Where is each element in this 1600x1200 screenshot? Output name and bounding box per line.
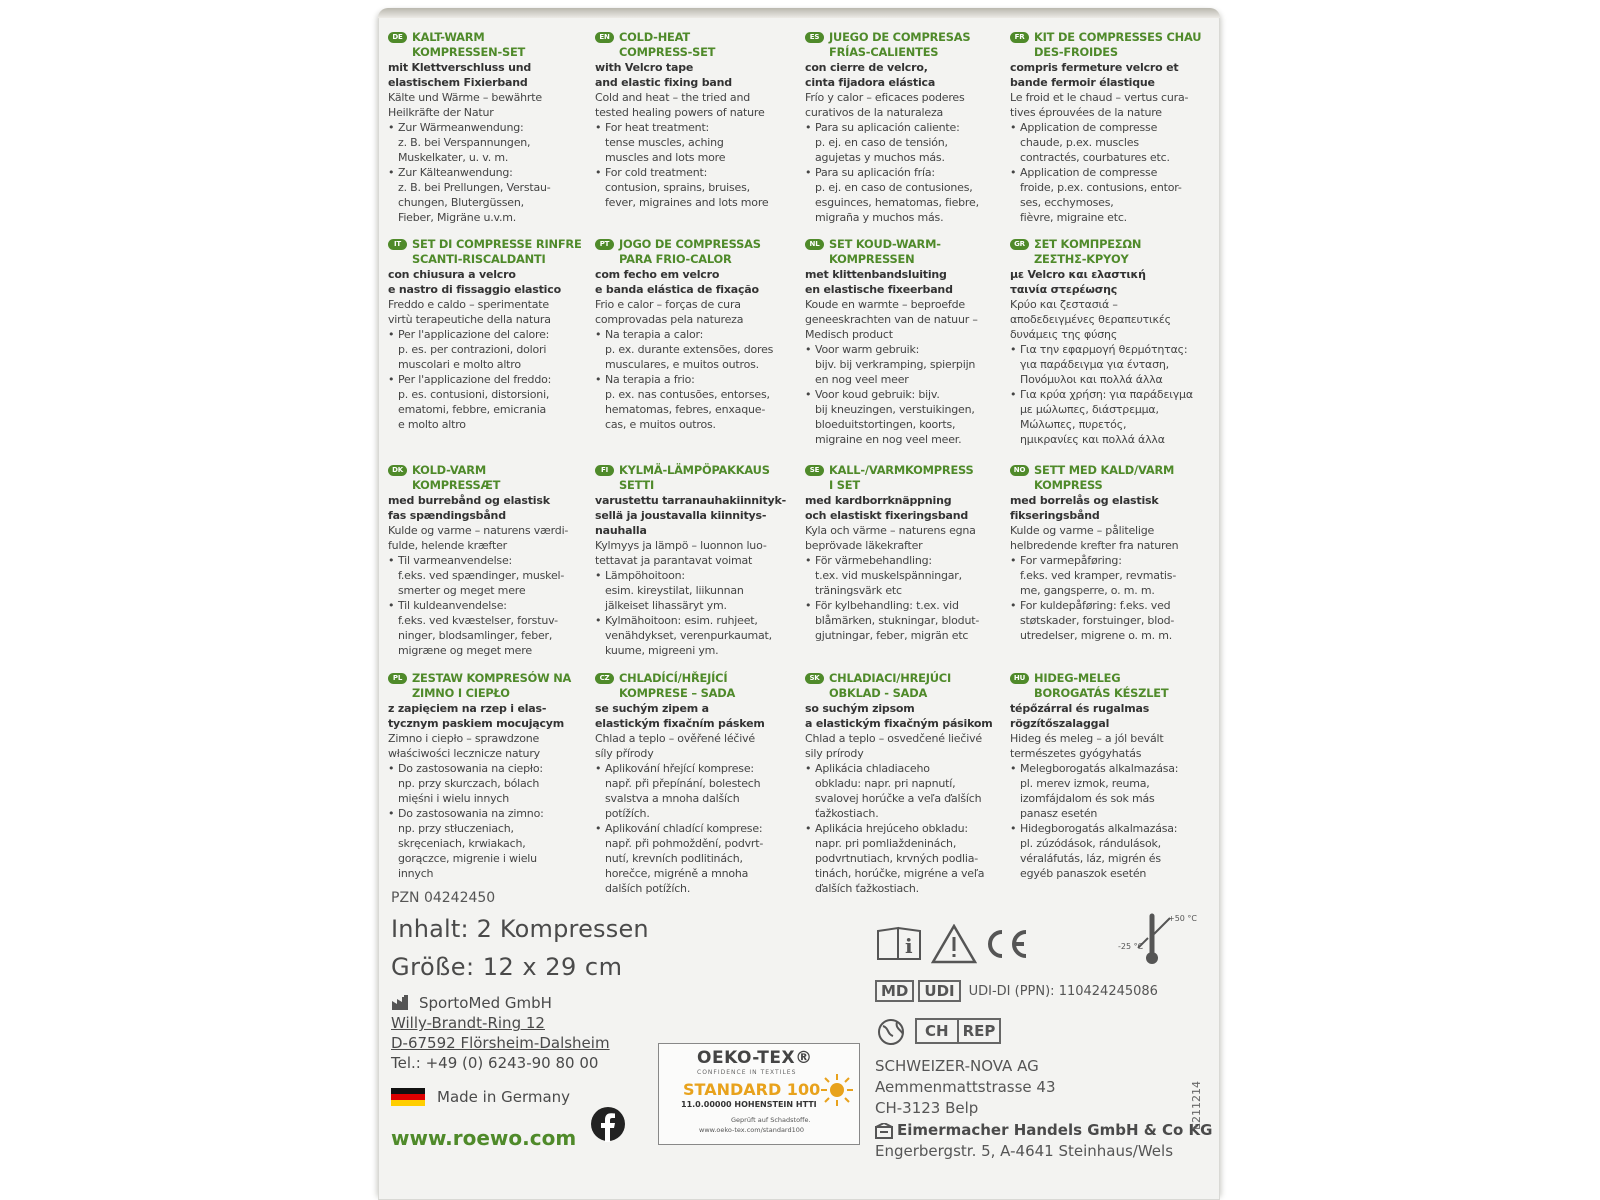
section-title-text: ZESTAW KOMPRESÓW NA ZIMNO I CIEPŁO	[412, 671, 572, 700]
bullet-item	[805, 553, 1001, 598]
bullet-text: Aplikácia chladiaceho obkladu: napr. pri napnutí, svalovej horúčke a veľa ďalších ťažkostiach.	[815, 762, 982, 820]
bullet-dot-icon: •	[595, 328, 602, 341]
bullet-item	[1010, 761, 1206, 821]
section-dk	[388, 463, 584, 658]
section-de	[388, 30, 584, 225]
bullet-dot-icon: •	[1010, 343, 1017, 356]
section-fi	[595, 463, 791, 658]
bullet-text: Til varmeanvendelse: f.eks. ved spændinger, muskel- smerter og meget mere	[398, 554, 565, 597]
temperature-limit-icon	[1118, 912, 1198, 972]
section-en	[595, 30, 791, 210]
language-code-badge: CZ	[595, 673, 614, 684]
bullet-dot-icon: •	[595, 569, 602, 582]
bullet-item	[805, 342, 1001, 387]
bullet-item	[805, 120, 1001, 165]
bullet-dot-icon: •	[388, 166, 395, 179]
bullet-dot-icon: •	[595, 166, 602, 179]
bullet-text: Na terapia a frio: p. ex. nas contusões, entorses, hematomas, febres, enxaque- cas, e muitos outros.	[605, 373, 770, 431]
section-title-text: KALL-/VARMKOMPRESS I SET	[829, 463, 974, 492]
section-title-text: CHLADIACI/HREJÚCI OBKLAD - SADA	[829, 671, 952, 700]
ch-rep-name: SCHWEIZER-NOVA AG	[875, 1057, 1039, 1075]
section-subtitle: with Velcro tape and elastic fixing band	[595, 61, 732, 89]
bullet-dot-icon: •	[805, 343, 812, 356]
bullet-dot-icon: •	[595, 373, 602, 386]
section-fr	[1010, 30, 1206, 225]
udi-badge: UDI	[918, 980, 960, 1002]
bullet-text: Do zastosowania na zimno: np. przy stłuczeniach, skręceniach, krwiakach, gorączce, migrenie i wielu innych	[398, 807, 544, 880]
section-subtitle: varustettu tarranauhakiinnityk- sellä ja joustavalla kiinnitys- nauhalla	[595, 494, 786, 537]
manufacturer-icon	[391, 995, 413, 1011]
temp-min: -25 °C	[1118, 942, 1144, 951]
section-title-text: KOLD-VARM KOMPRESSÆT	[412, 463, 501, 492]
manufacturer-block	[391, 993, 610, 1073]
bullet-text: För kylbehandling: t.ex. vid blåmärken, stukningar, blodut- gjutningar, feber, migrän etc	[815, 599, 980, 642]
language-code-badge: DK	[388, 465, 407, 476]
bullet-dot-icon: •	[388, 121, 395, 134]
section-sk	[805, 671, 1001, 896]
bullet-dot-icon: •	[388, 373, 395, 386]
section-title	[1010, 237, 1206, 267]
ce-mark-icon	[981, 926, 1031, 962]
language-code-badge: PT	[595, 239, 614, 250]
bullet-dot-icon: •	[388, 599, 395, 612]
german-flag-icon	[391, 1088, 425, 1106]
section-intro: Kulde og varme – pålitelige helbredende krefter fra naturen	[1010, 524, 1179, 552]
language-code-badge: HU	[1010, 673, 1029, 684]
oeko-tex-label	[658, 1043, 860, 1145]
bullet-dot-icon: •	[805, 762, 812, 775]
section-title	[388, 463, 584, 493]
language-code-badge: NL	[805, 239, 824, 250]
section-title	[805, 463, 1001, 493]
section-subtitle: z zapięciem na rzep i elas- tycznym paskiem mocującym	[388, 702, 565, 730]
bullet-item	[595, 568, 791, 613]
bullet-text: Για την εφαρμογή θερμότητας: για παράδειγμα για ένταση, Πονόμυλοι και πολλά άλλα	[1020, 343, 1188, 386]
section-intro: Κρύο και ζεστασιά – αποδεδειγμένες θεραπευτικές δυνάμεις της φύσης	[1010, 298, 1171, 341]
section-hu	[1010, 671, 1206, 881]
bullet-text: Melegborogatás alkalmazása: pl. merev izmok, reuma, izomfájdalom és sok más panasz esetén	[1020, 762, 1179, 820]
bullet-text: Voor warm gebruik: bijv. bij verkramping, spierpijn en nog veel meer	[815, 343, 976, 386]
section-pt	[595, 237, 791, 432]
bullet-text: Para su aplicación fría: p. ej. en caso de contusiones, esguinces, hematomas, fiebre, migraña y muchos más.	[815, 166, 979, 224]
made-in-label: Made in Germany	[437, 1088, 571, 1106]
section-subtitle: mit Klettverschluss und elastischem Fixierband	[388, 61, 532, 89]
section-subtitle: tépőzárral és rugalmas rögzítőszalaggal	[1010, 702, 1150, 730]
oeko-title: OEKO-TEX®	[697, 1048, 813, 1068]
lot-code: E211214	[1190, 1081, 1203, 1130]
importer-address: Engerbergstr. 5, A-4641 Steinhaus/Wels	[875, 1142, 1174, 1160]
section-subtitle: με Velcro και ελαστική ταινία στερέωσης	[1010, 268, 1146, 296]
section-title	[595, 237, 791, 267]
temp-max: +50 °C	[1168, 914, 1198, 923]
section-intro: Le froid et le chaud – vertus cura- tives éprouvées de la nature	[1010, 91, 1189, 119]
section-intro: Freddo e caldo – sperimentate virtù terapeutiche della natura	[388, 298, 551, 326]
bullet-dot-icon: •	[805, 166, 812, 179]
section-intro: Cold and heat – the tried and tested healing powers of nature	[595, 91, 765, 119]
bullet-item	[388, 120, 584, 165]
bullet-text: Zur Wärmeanwendung: z. B. bei Verspannungen, Muskelkater, u. v. m.	[398, 121, 531, 164]
bullet-text: Voor koud gebruik: bijv. bij kneuzingen, verstuikingen, bloeduitstortingen, koorts, migraine en nog veel meer.	[815, 388, 975, 446]
bullet-text: Lämpöhoitoon: esim. kireystilat, liikunnan jälkeiset lihassäryt ym.	[605, 569, 744, 612]
bullet-item	[388, 165, 584, 225]
bullet-item	[1010, 598, 1206, 643]
bullet-item	[805, 598, 1001, 643]
section-intro: Kyla och värme – naturens egna beprövade läkekrafter	[805, 524, 976, 552]
manufacturer-street: Willy-Brandt-Ring 12	[391, 1014, 545, 1032]
section-subtitle: compris fermeture velcro et bande fermoir élastique	[1010, 61, 1179, 89]
section-gr	[1010, 237, 1206, 447]
bullet-text: For kuldepåføring: f.eks. ved støtskader, forstuinger, blod- utredelser, migrene o. m. m.	[1020, 599, 1175, 642]
bullet-dot-icon: •	[1010, 166, 1017, 179]
bullet-text: Application de compresse froide, p.ex. contusions, entor- ses, ecchymoses, fièvre, migraine etc.	[1020, 166, 1182, 224]
bullet-item	[805, 165, 1001, 225]
section-subtitle: met klittenbandsluiting en elastische fixeerband	[805, 268, 953, 296]
bullet-dot-icon: •	[805, 121, 812, 134]
svg-text:i: i	[905, 934, 913, 958]
ch-badge: CH	[917, 1020, 959, 1042]
language-code-badge: DE	[388, 32, 407, 43]
instructions-icon	[875, 926, 923, 962]
bullet-item	[1010, 821, 1206, 881]
oeko-tested: Geprüft auf Schadstoffe.	[731, 1116, 811, 1124]
bullet-item	[595, 372, 791, 432]
bullet-dot-icon: •	[388, 554, 395, 567]
bullet-item	[1010, 553, 1206, 598]
bullet-item	[388, 761, 584, 806]
language-code-badge: NO	[1010, 465, 1029, 476]
bullet-text: For heat treatment: tense muscles, aching muscles and lots more	[605, 121, 726, 164]
section-title-text: JUEGO DE COMPRESAS FRÍAS-CALIENTES	[829, 30, 971, 59]
section-intro: Zimno i ciepło – sprawdzone właściwości lecznicze natury	[388, 732, 540, 760]
section-title	[805, 30, 1001, 60]
section-intro: Kälte und Wärme – bewährte Heilkräfte der Natur	[388, 91, 542, 119]
section-title	[388, 671, 584, 701]
bullet-text: Per l'applicazione del calore: p. es. per contrazioni, dolori muscolari e molto altro	[398, 328, 550, 371]
bullet-dot-icon: •	[1010, 599, 1017, 612]
section-pl	[388, 671, 584, 881]
bullet-item	[388, 806, 584, 881]
section-intro: Chlad a teplo – ověřené léčivé síly přírody	[595, 732, 756, 760]
section-cz	[595, 671, 791, 896]
manufacturer-name: SportoMed GmbH	[419, 994, 552, 1012]
section-se	[805, 463, 1001, 643]
section-title-text: KYLMÄ-LÄMPÖPAKKAUS SETTI	[619, 463, 770, 492]
bullet-item	[1010, 342, 1206, 387]
language-code-badge: PL	[388, 673, 407, 684]
section-subtitle: so suchým zipsom a elastickým fixačným pásikom	[805, 702, 993, 730]
section-intro: Chlad a teplo – osvedčené liečivé sily prírody	[805, 732, 982, 760]
bullet-text: Til kuldeanvendelse: f.eks. ved kvæstelser, forstuv- ninger, blodsamlinger, feber, migræne og meget mere	[398, 599, 558, 657]
language-code-badge: IT	[388, 239, 407, 250]
website-link[interactable]: www.roewo.com	[391, 1126, 577, 1150]
caution-icon	[931, 924, 977, 964]
udi-number: UDI-DI (PPN): 110424245086	[968, 983, 1158, 999]
section-title	[805, 237, 1001, 267]
bullet-dot-icon: •	[388, 807, 395, 820]
bullet-dot-icon: •	[1010, 121, 1017, 134]
bullet-text: Application de compresse chaude, p.ex. muscles contractés, courbatures etc.	[1020, 121, 1170, 164]
bullet-text: Para su aplicación caliente: p. ej. en caso de tensión, agujetas y muchos más.	[815, 121, 960, 164]
section-subtitle: med kardborrknäppning och elastiskt fixeringsband	[805, 494, 969, 522]
bullet-item	[388, 327, 584, 372]
section-nl	[805, 237, 1001, 447]
section-it	[388, 237, 584, 432]
section-title-text: HIDEG-MELEG BOROGATÁS KÉSZLET	[1034, 671, 1169, 700]
bullet-text: Zur Kälteanwendung: z. B. bei Prellungen, Verstau- chungen, Blutergüssen, Fieber, Migräne u.v.m.	[398, 166, 551, 224]
section-title	[595, 30, 791, 60]
ch-rep-row	[875, 1016, 1001, 1046]
bullet-dot-icon: •	[388, 762, 395, 775]
section-subtitle: con chiusura a velcro e nastro di fissaggio elastico	[388, 268, 561, 296]
bullet-item	[1010, 387, 1206, 447]
section-title-text: CHLADÍCÍ/HŘEJÍCÍ KOMPRESE – SADA	[619, 671, 736, 700]
section-subtitle: con cierre de velcro, cinta fijadora elástica	[805, 61, 936, 89]
bullet-text: For cold treatment: contusion, sprains, bruises, fever, migraines and lots more	[605, 166, 769, 209]
section-intro: Hideg és meleg – a jól bevált természetes gyógyhatás	[1010, 732, 1164, 760]
content-amount: Inhalt: 2 Kompressen	[391, 915, 649, 943]
manufacturer-city: D-67592 Flörsheim-Dalsheim	[391, 1034, 610, 1052]
ch-rep-city: CH-3123 Belp	[875, 1099, 979, 1117]
bullet-item	[595, 165, 791, 210]
section-title-text: ΣΕΤ ΚΟΜΠΡΕΣΩΝ ΖΕΣΤΗΣ-ΚΡΥΟΥ	[1034, 237, 1142, 266]
bullet-text: Per l'applicazione del freddo: p. es. contusioni, distorsioni, ematomi, febbre, emicrania e molto altro	[398, 373, 552, 431]
bullet-item	[595, 327, 791, 372]
bullet-text: Na terapia a calor: p. ex. durante extensões, dores musculares, e muitos outros.	[605, 328, 774, 371]
bullet-dot-icon: •	[388, 328, 395, 341]
language-code-badge: ES	[805, 32, 824, 43]
section-subtitle: med burrebånd og elastisk fas spændingsbånd	[388, 494, 550, 522]
bullet-item	[595, 821, 791, 896]
bullet-item	[805, 387, 1001, 447]
section-title-text: KIT DE COMPRESSES CHAU DES-FROIDES	[1034, 30, 1202, 59]
importer-name: Eimermacher Handels GmbH & Co KG	[897, 1121, 1213, 1139]
bullet-text: Kylmähoitoon: esim. ruhjeet, venähdykset, verenpurkaumat, kuume, migreeni ym.	[605, 614, 772, 657]
section-title	[1010, 30, 1206, 60]
oeko-url: www.oeko-tex.com/standard100	[699, 1126, 805, 1134]
section-intro: Frio e calor – forças de cura comprovadas pela natureza	[595, 298, 744, 326]
bullet-text: For varmepåføring: f.eks. ved kramper, revmatis- me, gangsperre, o. m. m.	[1020, 554, 1177, 597]
globe-icon	[875, 1016, 909, 1046]
bullet-dot-icon: •	[595, 762, 602, 775]
oeko-standard: STANDARD 100	[683, 1080, 821, 1099]
bullet-dot-icon: •	[595, 121, 602, 134]
section-title-text: JOGO DE COMPRESSAS PARA FRIO-CALOR	[619, 237, 761, 266]
md-badge: MD	[875, 980, 914, 1002]
bullet-dot-icon: •	[595, 822, 602, 835]
bullet-item	[388, 553, 584, 598]
bullet-dot-icon: •	[1010, 762, 1017, 775]
section-title-text: SET DI COMPRESSE RINFRE SCANTI-RISCALDANTI	[412, 237, 582, 266]
bullet-item	[805, 821, 1001, 896]
manufacturer-phone: Tel.: +49 (0) 6243-90 80 00	[391, 1054, 599, 1072]
section-title	[388, 237, 584, 267]
bullet-text: För värmebehandling: t.ex. vid muskelspänningar, träningsvärk etc	[815, 554, 962, 597]
section-title-text: KALT-WARM KOMPRESSEN-SET	[412, 30, 526, 59]
language-code-badge: GR	[1010, 239, 1029, 250]
section-subtitle: com fecho em velcro e banda elástica de fixação	[595, 268, 759, 296]
bullet-item	[595, 761, 791, 821]
section-intro: Kylmyys ja lämpö – luonnon luo- tettavat ja parantavat voimat	[595, 539, 767, 567]
bullet-item	[1010, 120, 1206, 165]
udi-row	[875, 980, 1158, 1002]
section-subtitle: med borrelås og elastisk fikseringsbånd	[1010, 494, 1159, 522]
language-code-badge: SK	[805, 673, 824, 684]
bullet-text: Aplikování hřející komprese: např. při přepínání, bolestech svalstva a mnoha dalších potížích.	[605, 762, 761, 820]
bullet-dot-icon: •	[805, 388, 812, 401]
product-size: Größe: 12 x 29 cm	[391, 953, 623, 981]
language-code-badge: EN	[595, 32, 614, 43]
rep-badge: REP	[962, 1022, 996, 1040]
made-in	[391, 1088, 570, 1106]
section-intro: Frío y calor – eficaces poderes curativos de la naturaleza	[805, 91, 965, 119]
bullet-dot-icon: •	[1010, 388, 1017, 401]
bullet-item	[1010, 165, 1206, 225]
bullet-text: Για κρύα χρήση: για παράδειγμα με μώλωπες, διάστρεμμα, Μώλωπες, πυρετός, ημικρανίες και πολλά άλλα	[1020, 388, 1193, 446]
bullet-dot-icon: •	[805, 554, 812, 567]
language-code-badge: FI	[595, 465, 614, 476]
ch-rep-street: Aemmenmattstrasse 43	[875, 1078, 1056, 1096]
oeko-confidence: CONFIDENCE IN TEXTILES	[697, 1069, 797, 1076]
language-code-badge: FR	[1010, 32, 1029, 43]
bullet-text: Aplikácia hrejúceho obkladu: napr. pri pomliaždeninách, podvrtnutiach, krvných podlia- tinách, horúčke, migréne a veľa ďalších ťažkostiach.	[815, 822, 985, 895]
oeko-sun-icon	[819, 1072, 855, 1108]
section-no	[1010, 463, 1206, 643]
section-title	[388, 30, 584, 60]
bullet-text: Aplikování chladící komprese: např. při pohmoždění, podvrt- nutí, krevních podlitinách, horečce, migréně a mnoha dalších potížích.	[605, 822, 764, 895]
oeko-number: 11.0.00000 HOHENSTEIN HTTI	[681, 1100, 817, 1109]
section-title-text: SET KOUD-WARM- KOMPRESSEN	[829, 237, 941, 266]
section-title-text: COLD-HEAT COMPRESS-SET	[619, 30, 716, 59]
importer-block	[875, 1120, 1213, 1162]
bullet-dot-icon: •	[805, 599, 812, 612]
ch-representative	[875, 1056, 1056, 1119]
section-es	[805, 30, 1001, 225]
language-code-badge: SE	[805, 465, 824, 476]
facebook-icon[interactable]	[590, 1106, 626, 1142]
section-title	[1010, 671, 1206, 701]
section-title	[595, 671, 791, 701]
bullet-item	[805, 761, 1001, 821]
section-intro: Koude en warmte – beproefde geneeskrachten van de natuur – Medisch product	[805, 298, 978, 341]
section-intro: Kulde og varme – naturens værdi- fulde, helende kræfter	[388, 524, 569, 552]
bullet-text: Hidegborogatás alkalmazása: pl. zúzódások, rándulások, véraláfutás, láz, migrén és egyéb panaszok esetén	[1020, 822, 1178, 880]
bullet-item	[595, 120, 791, 165]
pzn-number: PZN 04242450	[391, 890, 496, 906]
section-title	[595, 463, 791, 493]
section-title	[805, 671, 1001, 701]
section-subtitle: se suchým zipem a elastickým fixačním páskem	[595, 702, 765, 730]
bullet-item	[388, 598, 584, 658]
section-title-text: SETT MED KALD/VARM KOMPRESS	[1034, 463, 1175, 492]
importer-icon	[875, 1123, 893, 1139]
bullet-dot-icon: •	[1010, 554, 1017, 567]
bullet-item	[595, 613, 791, 658]
bullet-item	[388, 372, 584, 432]
regulatory-icons	[875, 924, 1031, 964]
section-title	[1010, 463, 1206, 493]
bullet-dot-icon: •	[1010, 822, 1017, 835]
bullet-text: Do zastosowania na ciepło: np. przy skurczach, bólach mięśni i wielu innych	[398, 762, 543, 805]
bullet-dot-icon: •	[805, 822, 812, 835]
bullet-dot-icon: •	[595, 614, 602, 627]
